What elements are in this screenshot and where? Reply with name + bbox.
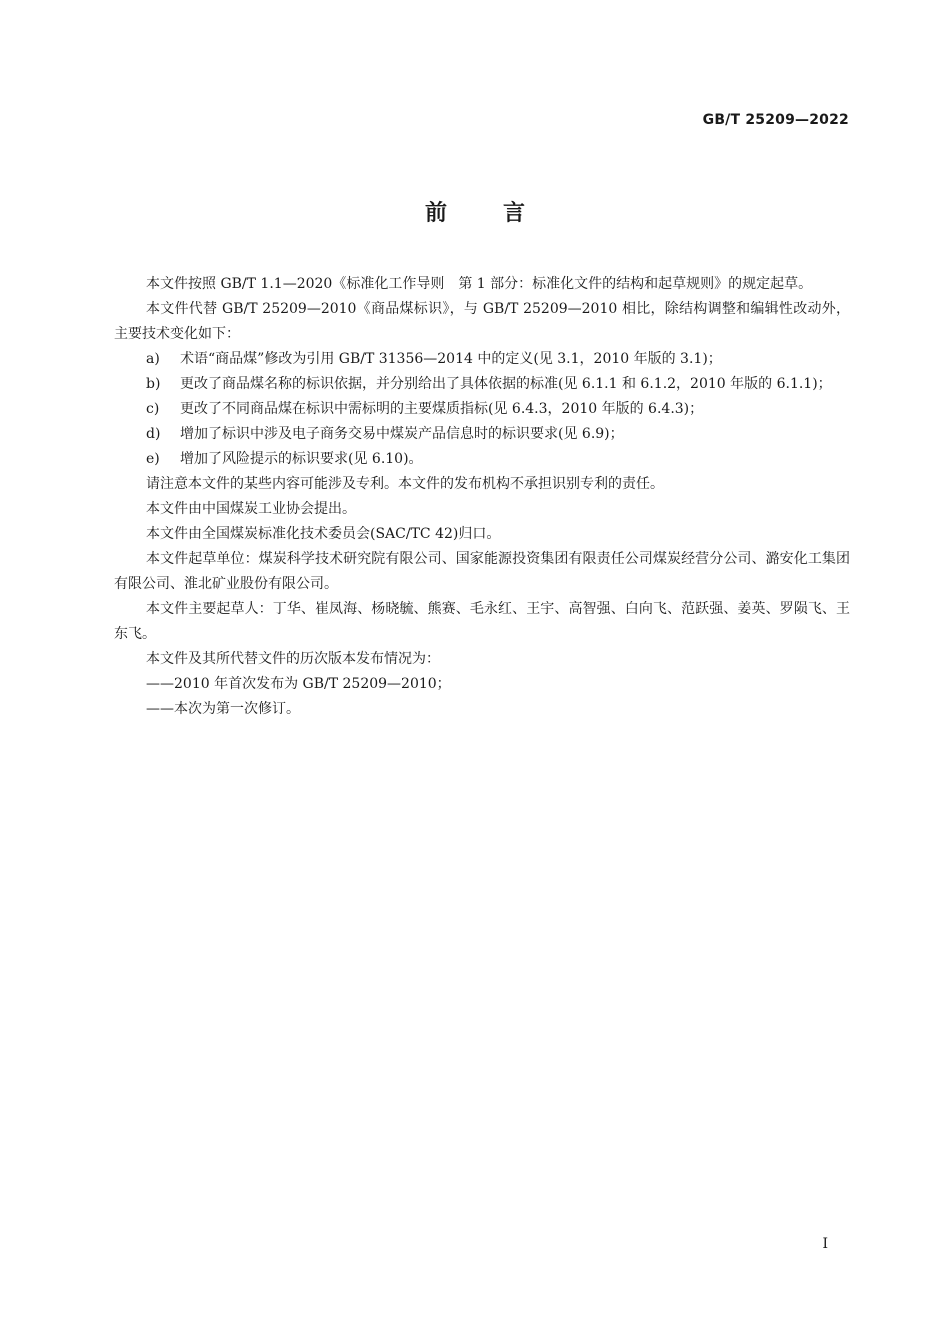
change-text: 增加了风险提示的标识要求(见 6.10)。 (180, 451, 423, 467)
history-item: ——本次为第一次修订。 (146, 701, 300, 717)
page-number: I (822, 1236, 828, 1252)
change-item (114, 372, 850, 397)
change-text: 增加了标识中涉及电子商务交易中煤炭产品信息时的标识要求(见 6.9)； (180, 426, 624, 442)
change-marker: c) (146, 401, 160, 417)
change-text: 术语“商品煤”修改为引用 GB/T 31356—2014 中的定义(见 3.1，2010 年版的 3.1)； (180, 351, 722, 367)
paragraph-drafting-rule: 本文件按照 GB/T 1.1—2020《标准化工作导则 第 1 部分：标准化文件的结构和起草规则》的规定起草。 (146, 276, 813, 292)
paragraph-proposer: 本文件由中国煤炭工业协会提出。 (146, 501, 356, 517)
change-item (114, 347, 850, 372)
foreword-body (114, 272, 850, 722)
paragraph-patent-notice: 请注意本文件的某些内容可能涉及专利。本文件的发布机构不承担识别专利的责任。 (146, 476, 664, 492)
change-item (114, 447, 850, 472)
change-marker: d) (146, 426, 161, 442)
paragraph-drafting-units: 本文件起草单位：煤炭科学技术研究院有限公司、国家能源投资集团有限责任公司煤炭经营分公司、潞安化工集团有限公司、淮北矿业股份有限公司。 (114, 551, 850, 592)
standard-code: GB/T 25209—2022 (702, 112, 849, 128)
paragraph-history-intro: 本文件及其所代替文件的历次版本发布情况为： (146, 651, 440, 667)
history-item: ——2010 年首次发布为 GB/T 25209—2010； (146, 676, 451, 692)
change-marker: a) (146, 351, 160, 367)
change-item (114, 422, 850, 447)
change-text: 更改了商品煤名称的标识依据，并分别给出了具体依据的标准(见 6.1.1 和 6.1.2，2010 年版的 6.1.1)； (180, 376, 832, 392)
change-text: 更改了不同商品煤在标识中需标明的主要煤质指标(见 6.4.3，2010 年版的 6.4.3)； (180, 401, 704, 417)
change-marker: e) (146, 451, 160, 467)
paragraph-drafters: 本文件主要起草人：丁华、崔凤海、杨晓毓、熊赛、毛永红、王宇、高智强、白向飞、范跃强、姜英、罗陨飞、王东飞。 (114, 601, 850, 642)
change-item (114, 397, 850, 422)
page-title: 前言 (424, 201, 581, 226)
paragraph-centralizer: 本文件由全国煤炭标准化技术委员会(SAC/TC 42)归口。 (146, 526, 501, 542)
change-marker: b) (146, 376, 161, 392)
paragraph-replacement: 本文件代替 GB/T 25209—2010《商品煤标识》，与 GB/T 25209—2010 相比，除结构调整和编辑性改动外，主要技术变化如下： (114, 301, 850, 342)
